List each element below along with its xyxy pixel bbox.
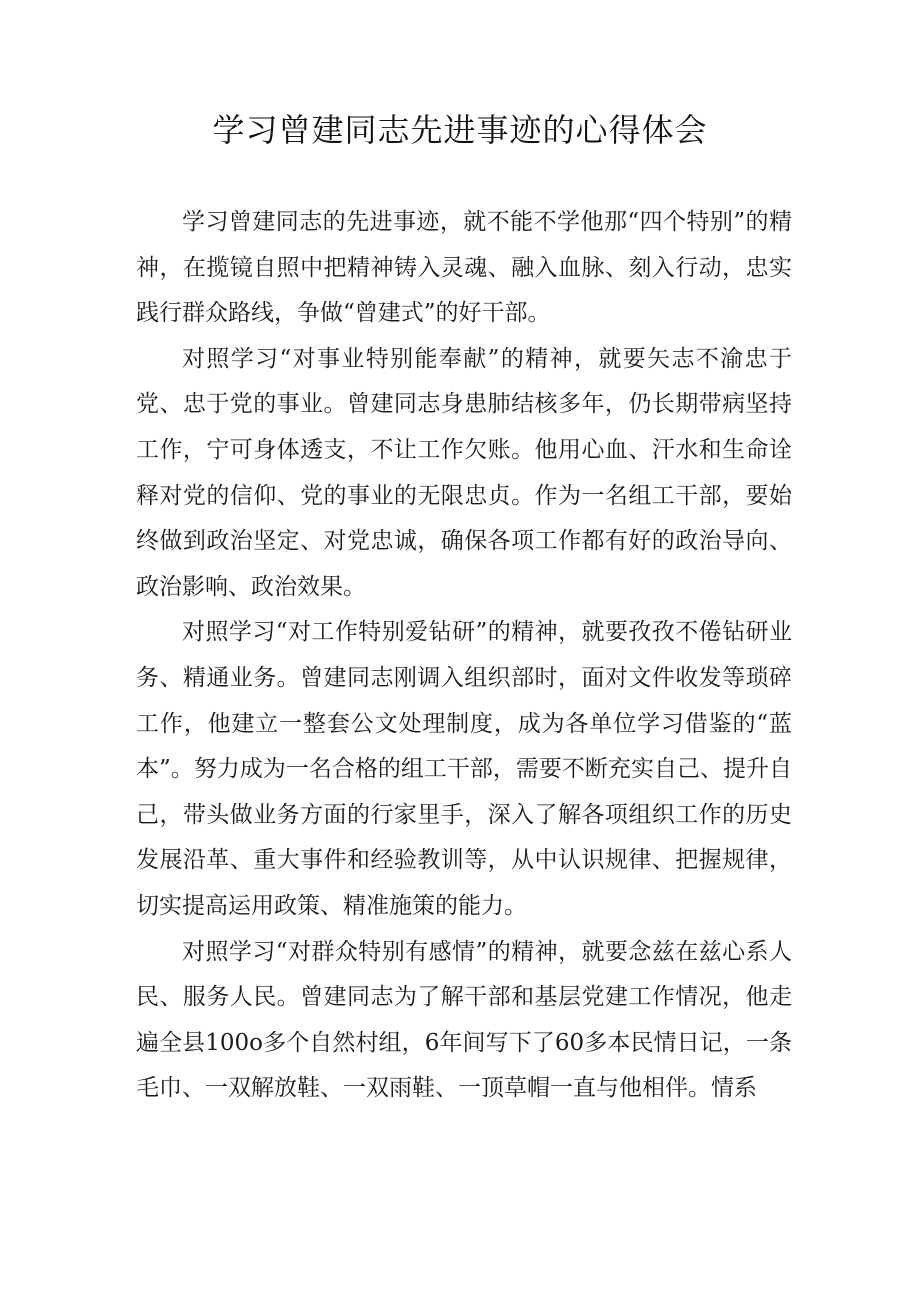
paragraph-people: 对照学习“对群众特别有感情”的精神，就要念兹在兹心系人民、服务人民。曾建同志为了解干部和基层党建工作情况，他走遍全县100o多个自然村组，6年间写下了60多本民情日记，一条毛巾、一双解放鞋、一双雨鞋、一顶草帽一直与他相伴。情系 bbox=[136, 938, 792, 1102]
paragraph-dedication: 对照学习“对事业特别能奉献”的精神，就要矢志不渝忠于党、忠于党的事业。曾建同志身患肺结核多年，仍长期带病坚持工作，宁可身体透支，不让工作欠账。他用心血、汗水和生命诠释对党的信仰、党的事业的无限忠贞。作为一名组工干部，要始终做到政治坚定、对党忠诚，确保各项工作都有好的政治导向、政治影响、政治效果。 bbox=[136, 345, 792, 600]
paragraph-intro: 学习曾建同志的先进事迹，就不能不学他那“四个特别”的精神，在揽镜自照中把精神铸入灵魂、融入血脉、刻入行动，忠实践行群众路线，争做“曾建式”的好干部。 bbox=[136, 209, 792, 327]
paragraph-study: 对照学习“对工作特别爱钻研”的精神，就要孜孜不倦钻研业务、精通业务。曾建同志刚调入组织部时，面对文件收发等琐碎工作，他建立一整套公文处理制度，成为各单位学习借鉴的“蓝本”。努力成为一名合格的组工干部，需要不断充实自己、提升自己，带头做业务方面的行家里手，深入了解各项组织工作的历史发展沿革、重大事件和经验教训等，从中认识规律、把握规律，切实提高运用政策、精准施策的能力。 bbox=[136, 619, 792, 919]
document-title: 学习曾建同志先进事迹的心得体会 bbox=[212, 111, 708, 149]
document-body bbox=[136, 200, 792, 1112]
